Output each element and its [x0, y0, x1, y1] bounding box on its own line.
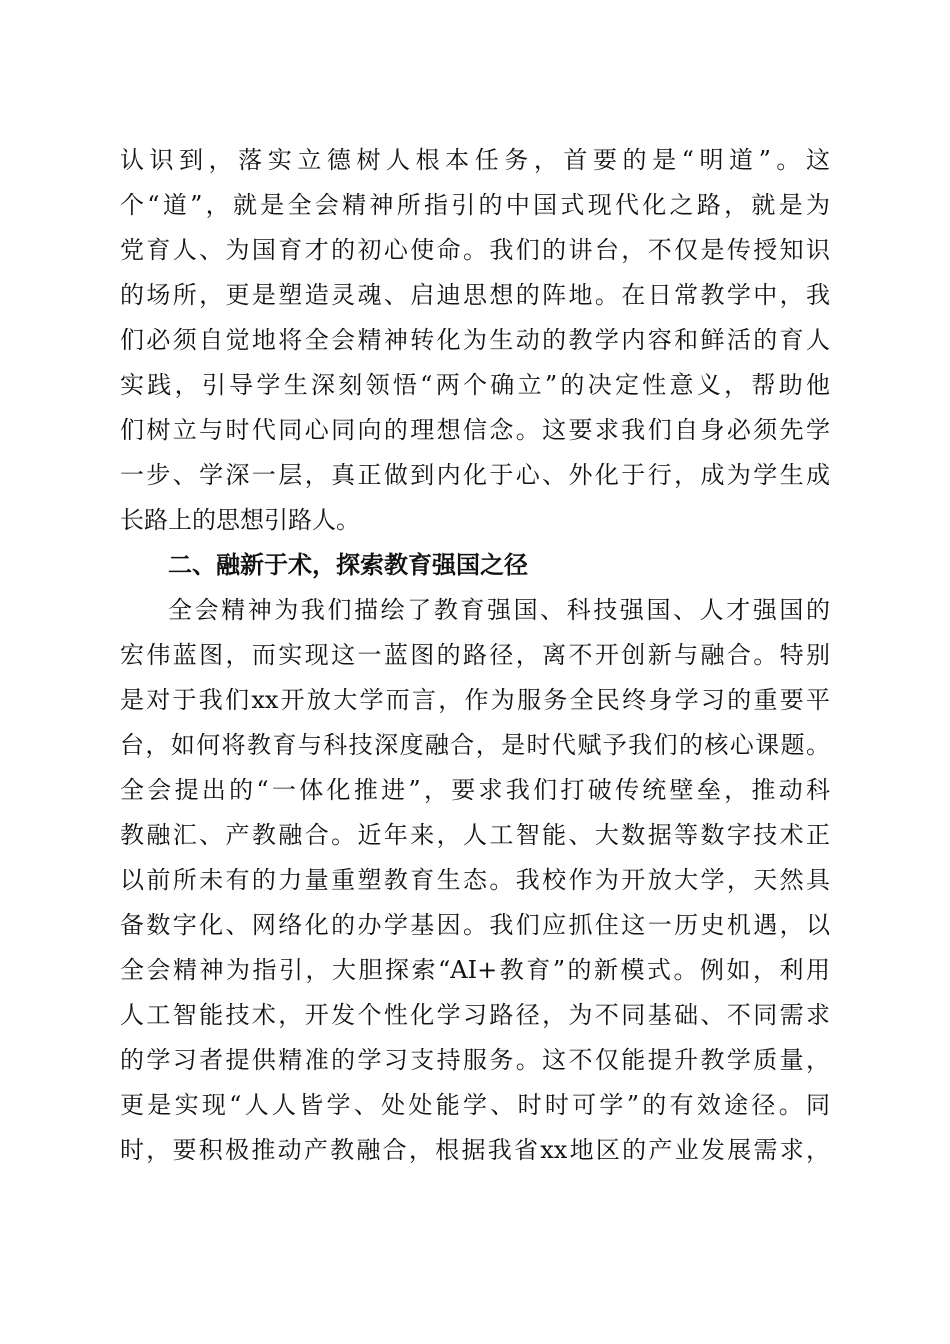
paragraph-1-line: 认识到，落实立德树人根本任务，首要的是“明道”。这 — [120, 146, 830, 174]
paragraph-2-line: 教融汇、产教融合。近年来，人工智能、大数据等数字技术正 — [120, 821, 830, 849]
paragraph-1-line: 一步、学深一层，真正做到内化于心、外化于行，成为学生成 — [120, 461, 830, 489]
paragraph-1-line: 们树立与时代同心同向的理想信念。这要求我们自身必须先学 — [120, 416, 830, 444]
paragraph-1-line: 党育人、为国育才的初心使命。我们的讲台，不仅是传授知识 — [120, 236, 830, 264]
paragraph-2-line: 更是实现“人人皆学、处处能学、时时可学”的有效途径。同 — [120, 1091, 830, 1119]
paragraph-2-line: 备数字化、网络化的办学基因。我们应抓住这一历史机遇，以 — [120, 911, 830, 939]
paragraph-1-last-line: 长路上的思想引路人。 — [120, 506, 360, 534]
paragraph-2-line: 是对于我们xx开放大学而言，作为服务全民终身学习的重要平 — [120, 686, 830, 714]
paragraph-1-line: 的场所，更是塑造灵魂、启迪思想的阵地。在日常教学中，我 — [120, 281, 830, 309]
paragraph-2-line: 台，如何将教育与科技深度融合，是时代赋予我们的核心课题。 — [120, 731, 830, 759]
paragraph-2-line: 时，要积极推动产教融合，根据我省xx地区的产业发展需求， — [120, 1136, 830, 1164]
paragraph-1-line: 个“道”，就是全会精神所指引的中国式现代化之路，就是为 — [120, 191, 830, 219]
paragraph-1-line: 们必须自觉地将全会精神转化为生动的教学内容和鲜活的育人 — [120, 326, 830, 354]
paragraph-2-line: 人工智能技术，开发个性化学习路径，为不同基础、不同需求 — [120, 1001, 830, 1029]
section-2-heading: 二、融新于术，探索教育强国之径 — [168, 551, 528, 579]
paragraph-2-line: 全会精神为指引，大胆探索“AI+教育”的新模式。例如，利用 — [120, 956, 830, 984]
paragraph-1-line: 实践，引导学生深刻领悟“两个确立”的决定性意义，帮助他 — [120, 371, 830, 399]
paragraph-2-line: 以前所未有的力量重塑教育生态。我校作为开放大学，天然具 — [120, 866, 830, 894]
paragraph-2-line: 的学习者提供精准的学习支持服务。这不仅能提升教学质量， — [120, 1046, 830, 1074]
paragraph-2-first-line: 全会精神为我们描绘了教育强国、科技强国、人才强国的 — [168, 596, 830, 624]
paragraph-2-line: 宏伟蓝图，而实现这一蓝图的路径，离不开创新与融合。特别 — [120, 641, 830, 669]
paragraph-2-line: 全会提出的“一体化推进”，要求我们打破传统壁垒，推动科 — [120, 776, 830, 804]
